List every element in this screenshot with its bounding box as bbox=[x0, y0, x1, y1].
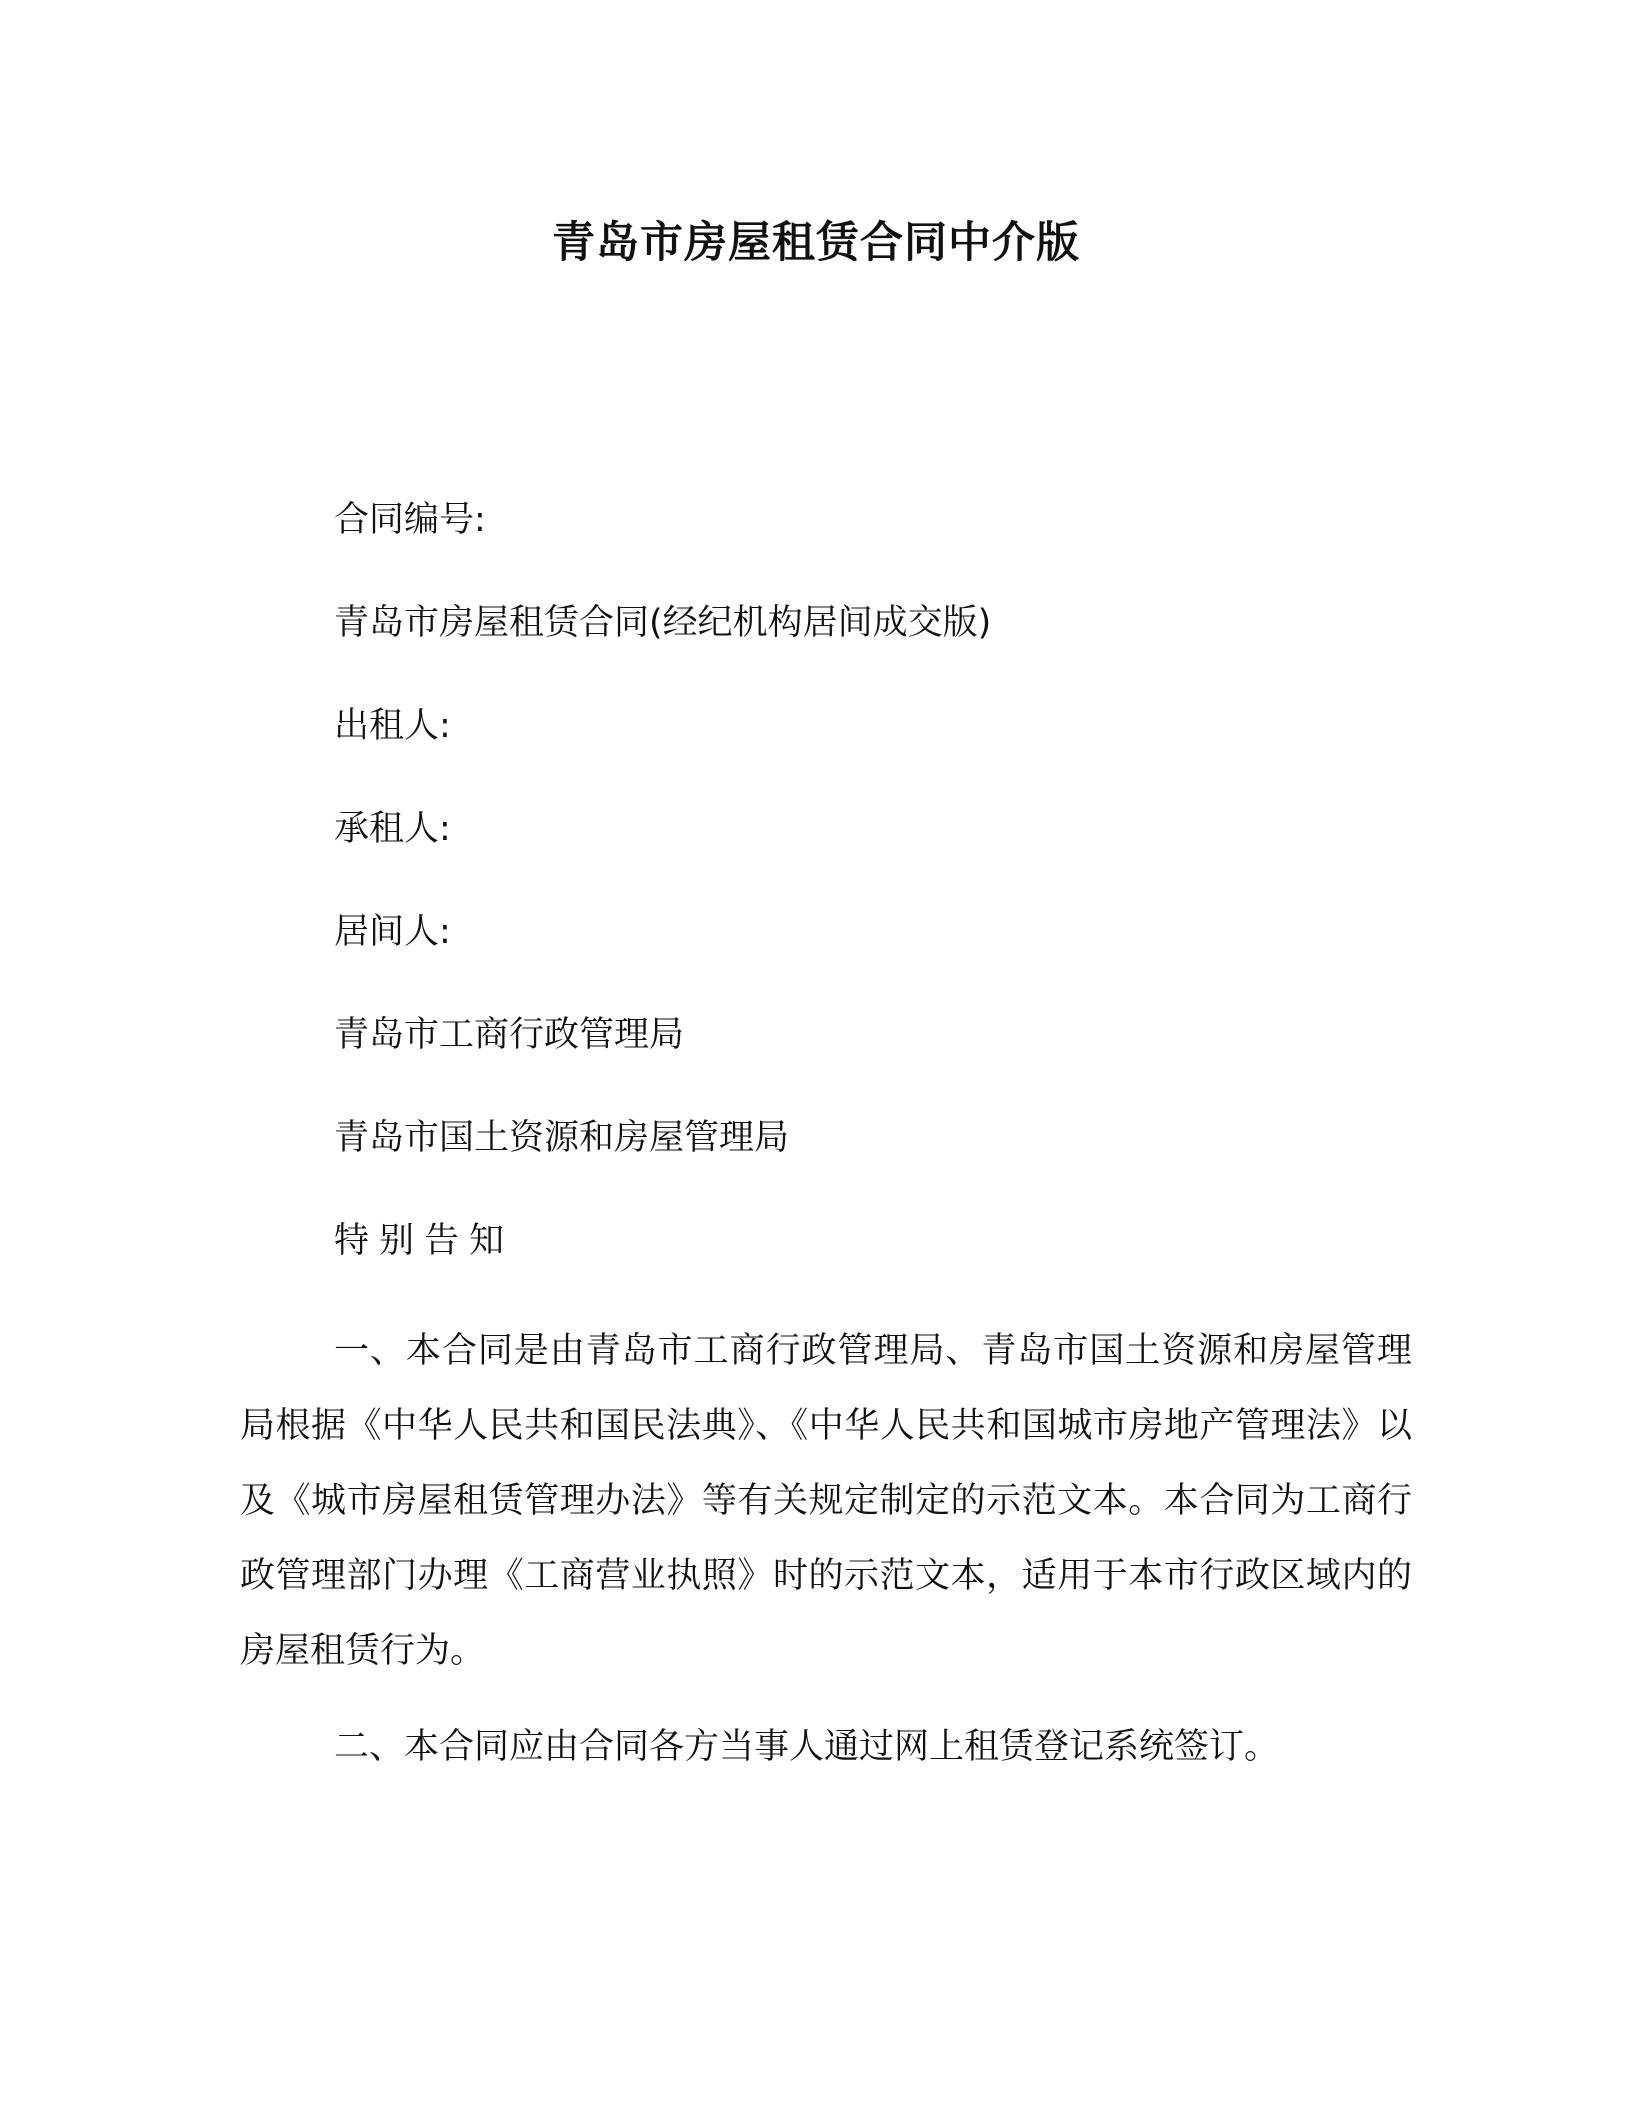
intermediary-label: 居间人: bbox=[334, 912, 451, 952]
lessor-label: 出租人: bbox=[334, 706, 451, 746]
document-title: 青岛市房屋租赁合同中介版 bbox=[552, 218, 1080, 268]
issuer-land-housing: 青岛市国土资源和房屋管理局 bbox=[334, 1118, 790, 1158]
notice-heading: 特别告知 bbox=[334, 1221, 515, 1261]
lessee-label: 承租人: bbox=[334, 809, 451, 849]
issuer-industry-commerce: 青岛市工商行政管理局 bbox=[334, 1015, 685, 1055]
contract-number-label: 合同编号: bbox=[334, 500, 486, 540]
contract-name: 青岛市房屋租赁合同(经纪机构居间成交版) bbox=[334, 603, 992, 643]
notice-paragraph-1: 一、本合同是由青岛市工商行政管理局、青岛市国土资源和房屋管理局根据《中华人民共和国民法典》、《中华人民共和国城市房地产管理法》以及《城市房屋租赁管理办法》等有关规定制定的示范文本。本合同为工商行政管理部门办理《工商营业执照》时的示范文本，适用于本市行政区域内的房屋租赁行为。 bbox=[240, 1331, 1412, 1671]
notice-paragraph-2: 二、本合同应由合同各方当事人通过网上租赁登记系统签订。 bbox=[334, 1727, 1280, 1767]
